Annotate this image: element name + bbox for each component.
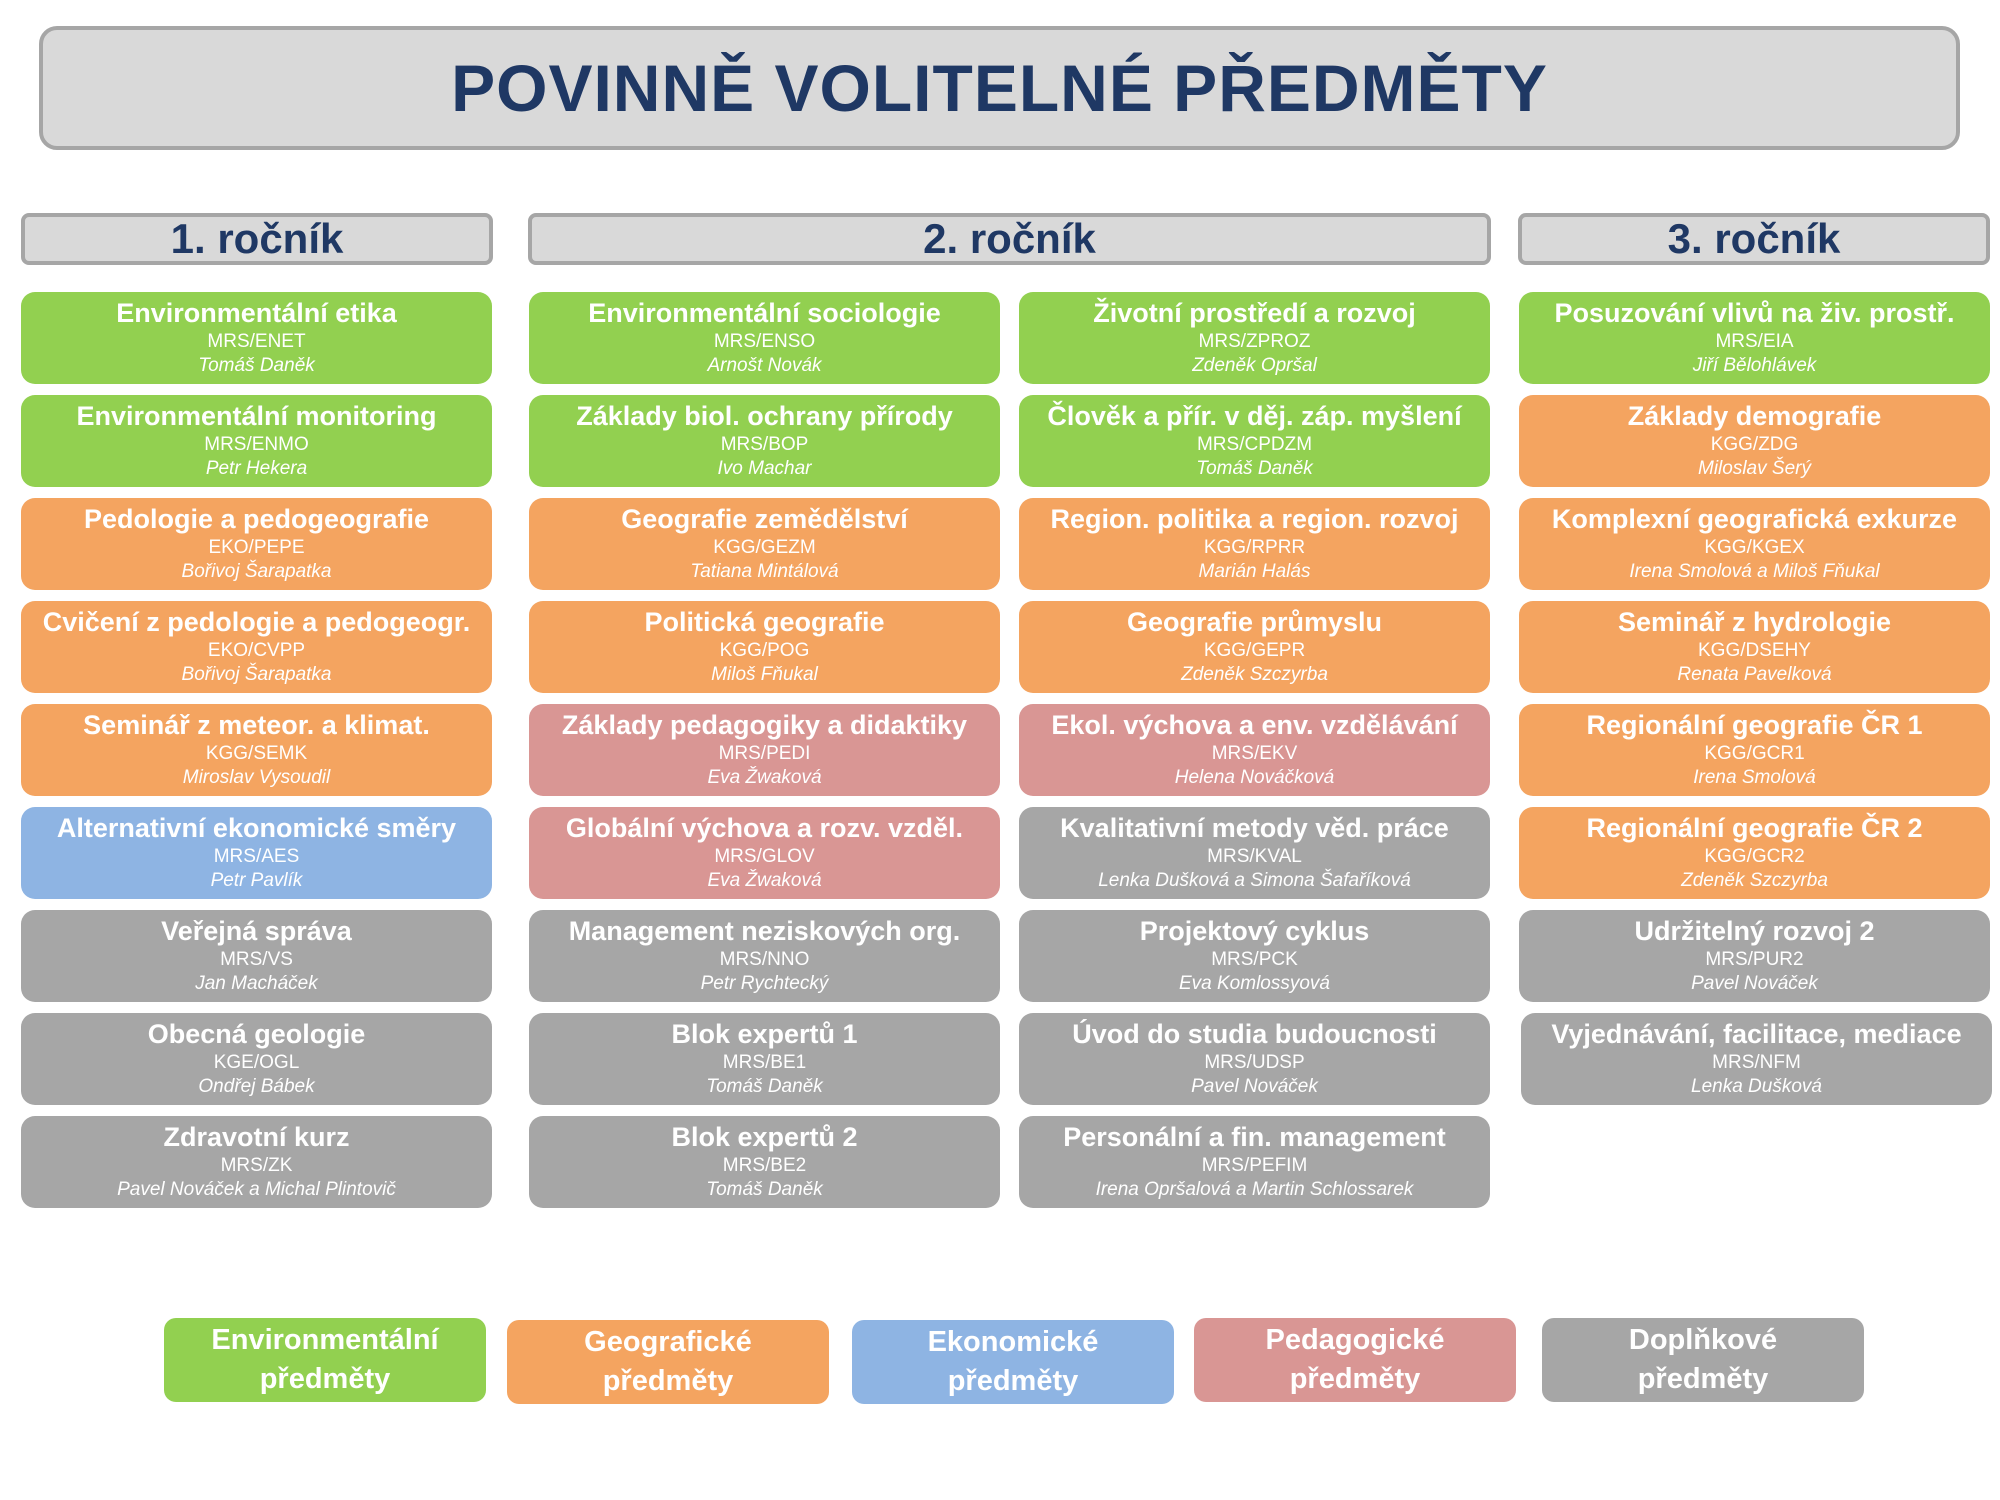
course-teacher: Jan Macháček [195, 973, 318, 994]
course-card [21, 395, 492, 487]
course-name: Cvičení z pedologie a pedogeogr. [42, 607, 471, 637]
course-name: Globální výchova a rozv. vzděl. [565, 813, 964, 843]
course-code: MRS/BE2 [722, 1155, 807, 1176]
course-name: Regionální geografie ČR 1 [1586, 710, 1923, 740]
course-teacher: Zdeněk Szczyrba [1681, 870, 1828, 891]
course-code: KGG/GEPR [1203, 640, 1306, 661]
course-code: MRS/ZPROZ [1198, 331, 1311, 352]
course-code: KGG/GCR1 [1704, 743, 1805, 764]
course-card [529, 292, 1000, 384]
legend-label: Geografické předměty [584, 1326, 752, 1397]
course-code: KGG/POG [719, 640, 810, 661]
course-code: MRS/ENET [207, 331, 306, 352]
page-title: POVINNĚ VOLITELNÉ PŘEDMĚTY [451, 51, 1548, 125]
course-card [21, 704, 492, 796]
course-teacher: Miroslav Vysoudil [182, 767, 331, 788]
legend-label: Pedagogické předměty [1265, 1324, 1445, 1395]
course-teacher: Irena Opršalová a Martin Schlossarek [1095, 1179, 1414, 1200]
course-name: Kvalitativní metody věd. práce [1060, 813, 1449, 843]
year-header-2: 2. ročník [528, 213, 1491, 265]
course-teacher: Marián Halás [1198, 561, 1311, 582]
course-card [529, 910, 1000, 1002]
course-name: Alternativní ekonomické směry [56, 813, 457, 843]
course-name: Environmentální etika [116, 298, 397, 328]
course-code: KGG/ZDG [1710, 434, 1799, 455]
course-card [1019, 910, 1490, 1002]
course-card [1519, 704, 1990, 796]
course-name: Životní prostředí a rozvoj [1093, 298, 1416, 328]
course-code: MRS/EKV [1211, 743, 1298, 764]
course-name: Environmentální sociologie [588, 298, 941, 328]
course-code: KGG/KGEX [1704, 537, 1805, 558]
course-name: Blok expertů 1 [671, 1019, 858, 1049]
course-card [21, 601, 492, 693]
course-card [1519, 498, 1990, 590]
course-name: Seminář z hydrologie [1617, 607, 1892, 637]
legend-label: Ekonomické předměty [927, 1326, 1099, 1397]
course-teacher: Miloš Fňukal [711, 664, 818, 685]
course-name: Udržitelný rozvoj 2 [1634, 916, 1875, 946]
course-name: Blok expertů 2 [671, 1122, 858, 1152]
course-card [21, 1116, 492, 1208]
course-teacher: Zdeněk Opršal [1192, 355, 1317, 376]
course-code: MRS/NFM [1712, 1052, 1801, 1073]
course-code: EKO/PEPE [208, 537, 305, 558]
course-card [1019, 807, 1490, 899]
legend-supplementary [1542, 1318, 1864, 1402]
course-code: MRS/ZK [220, 1155, 293, 1176]
course-code: MRS/UDSP [1204, 1052, 1305, 1073]
course-teacher: Pavel Nováček a Michal Plintovič [117, 1179, 396, 1200]
course-name: Komplexní geografická exkurze [1551, 504, 1958, 534]
course-card [529, 498, 1000, 590]
course-code: MRS/PCK [1211, 949, 1298, 970]
course-teacher: Eva Žwaková [707, 870, 822, 891]
course-code: KGG/GEZM [713, 537, 816, 558]
course-teacher: Irena Smolová [1693, 767, 1816, 788]
year-header-3: 3. ročník [1518, 213, 1990, 265]
course-teacher: Pavel Nováček [1691, 973, 1818, 994]
course-card [1521, 1013, 1992, 1105]
course-name: Základy pedagogiky a didaktiky [561, 710, 968, 740]
course-card [1519, 395, 1990, 487]
course-teacher: Petr Pavlík [210, 870, 303, 891]
course-teacher: Lenka Dušková [1691, 1076, 1822, 1097]
course-card [1519, 601, 1990, 693]
course-teacher: Tomáš Daněk [1196, 458, 1313, 479]
course-teacher: Tomáš Daněk [706, 1179, 823, 1200]
course-card [1019, 395, 1490, 487]
course-code: KGE/OGL [213, 1052, 300, 1073]
course-card [21, 910, 492, 1002]
course-teacher: Eva Komlossyová [1178, 973, 1330, 994]
course-teacher: Jiří Bělohlávek [1692, 355, 1817, 376]
course-name: Pedologie a pedogeografie [83, 504, 430, 534]
course-code: MRS/PEDI [718, 743, 811, 764]
course-card [1519, 292, 1990, 384]
course-teacher: Tatiana Mintálová [690, 561, 839, 582]
course-name: Politická geografie [644, 607, 885, 637]
course-name: Ekol. výchova a env. vzdělávání [1051, 710, 1458, 740]
course-code: MRS/ENSO [713, 331, 816, 352]
course-code: MRS/AES [213, 846, 300, 867]
legend-economic [852, 1320, 1174, 1404]
course-card [21, 1013, 492, 1105]
title-banner [39, 26, 1960, 150]
course-teacher: Ondřej Bábek [198, 1076, 315, 1097]
course-card [1019, 1116, 1490, 1208]
course-code: KGG/GCR2 [1704, 846, 1805, 867]
course-teacher: Eva Žwaková [707, 767, 822, 788]
year-header-1: 1. ročník [21, 213, 493, 265]
course-name: Základy demografie [1627, 401, 1882, 431]
course-code: MRS/EIA [1715, 331, 1794, 352]
course-name: Úvod do studia budoucnosti [1072, 1019, 1437, 1049]
course-teacher: Petr Hekera [205, 458, 308, 479]
course-code: MRS/CPDZM [1196, 434, 1313, 455]
course-teacher: Arnošt Novák [707, 355, 822, 376]
course-code: MRS/GLOV [714, 846, 815, 867]
course-name: Veřejná správa [161, 916, 352, 946]
course-teacher: Lenka Dušková a Simona Šafaříková [1098, 870, 1411, 891]
course-name: Projektový cyklus [1139, 916, 1370, 946]
course-card [21, 498, 492, 590]
course-name: Člověk a přír. v děj. záp. myšlení [1047, 401, 1462, 431]
course-teacher: Tomáš Daněk [198, 355, 315, 376]
course-teacher: Irena Smolová a Miloš Fňukal [1629, 561, 1880, 582]
course-name: Regionální geografie ČR 2 [1586, 813, 1923, 843]
course-name: Posuzování vlivů na živ. prostř. [1554, 298, 1955, 328]
course-code: MRS/PEFIM [1201, 1155, 1308, 1176]
course-name: Seminář z meteor. a klimat. [83, 710, 430, 740]
course-code: MRS/KVAL [1207, 846, 1302, 867]
legend-geographic [507, 1320, 829, 1404]
course-name: Geografie průmyslu [1126, 607, 1383, 637]
course-card [1019, 498, 1490, 590]
course-name: Environmentální monitoring [76, 401, 437, 431]
course-name: Vyjednávání, facilitace, mediace [1551, 1019, 1962, 1049]
course-teacher: Miloslav Šerý [1698, 458, 1811, 479]
course-name: Obecná geologie [147, 1019, 366, 1049]
course-teacher: Bořivoj Šarapatka [181, 561, 332, 582]
course-code: KGG/SEMK [205, 743, 308, 764]
course-teacher: Zdeněk Szczyrba [1181, 664, 1328, 685]
course-code: MRS/BE1 [722, 1052, 807, 1073]
course-name: Základy biol. ochrany přírody [576, 401, 953, 431]
course-code: MRS/BOP [720, 434, 809, 455]
course-name: Management neziskových org. [568, 916, 961, 946]
legend-label: Doplňkové předměty [1628, 1324, 1778, 1395]
course-teacher: Tomáš Daněk [706, 1076, 823, 1097]
course-teacher: Helena Nováčková [1174, 767, 1335, 788]
course-card [529, 807, 1000, 899]
course-teacher: Bořivoj Šarapatka [181, 664, 332, 685]
course-card [21, 292, 492, 384]
course-card [1019, 601, 1490, 693]
course-name: Geografie zemědělství [621, 504, 908, 534]
course-teacher: Ivo Machar [717, 458, 812, 479]
course-code: MRS/VS [220, 949, 293, 970]
course-name: Zdravotní kurz [163, 1122, 350, 1152]
course-teacher: Renata Pavelková [1677, 664, 1832, 685]
legend-environmental [164, 1318, 486, 1402]
course-code: KGG/DSEHY [1698, 640, 1811, 661]
course-code: EKO/CVPP [207, 640, 306, 661]
legend-label: Environmentální předměty [211, 1324, 439, 1395]
course-card [529, 1116, 1000, 1208]
course-code: MRS/ENMO [204, 434, 309, 455]
course-card [21, 807, 492, 899]
course-card [1019, 704, 1490, 796]
course-name: Personální a fin. management [1063, 1122, 1446, 1152]
course-card [1519, 807, 1990, 899]
course-card [529, 601, 1000, 693]
course-name: Region. politika a region. rozvoj [1050, 504, 1459, 534]
course-teacher: Petr Rychtecký [700, 973, 829, 994]
course-card [529, 395, 1000, 487]
course-code: MRS/NNO [719, 949, 810, 970]
course-card [1019, 1013, 1490, 1105]
course-card [529, 704, 1000, 796]
course-card [1019, 292, 1490, 384]
course-code: KGG/RPRR [1203, 537, 1306, 558]
course-card [529, 1013, 1000, 1105]
course-teacher: Pavel Nováček [1191, 1076, 1318, 1097]
course-code: MRS/PUR2 [1705, 949, 1804, 970]
course-card [1519, 910, 1990, 1002]
legend-pedagogic [1194, 1318, 1516, 1402]
